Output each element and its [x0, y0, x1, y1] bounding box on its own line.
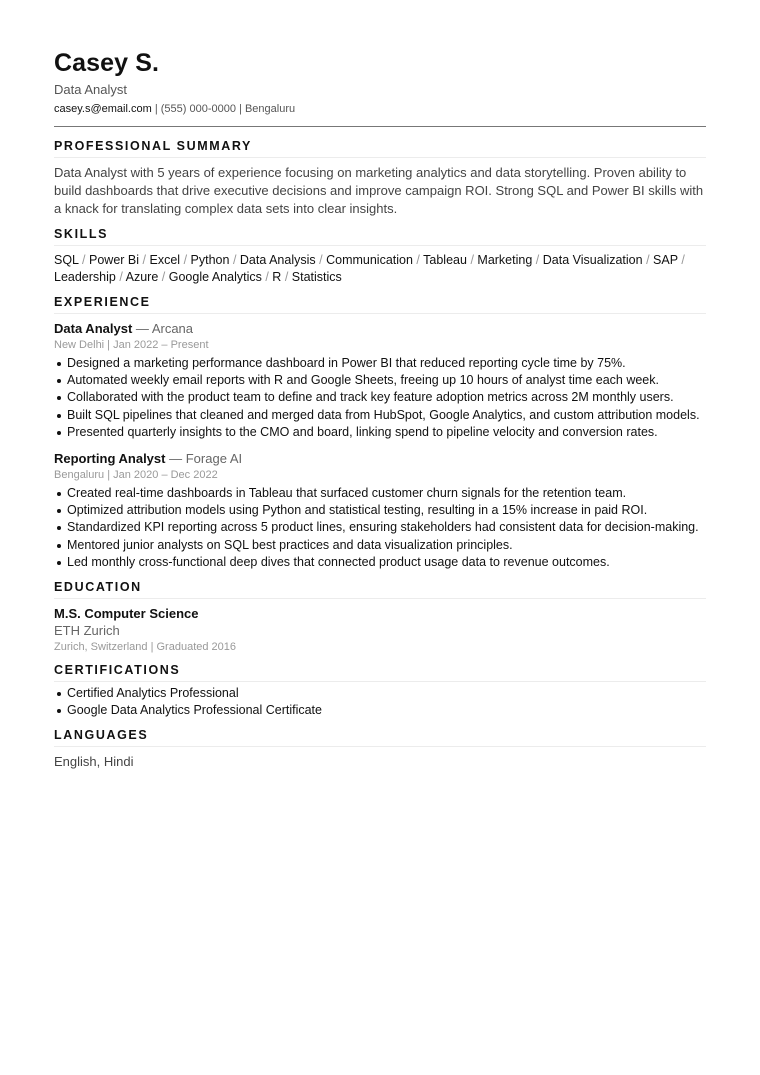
job-company: Forage AI [185, 451, 243, 467]
skill-item: Data Analysis [239, 253, 316, 267]
skill-item: Marketing [477, 253, 533, 267]
job-header [54, 450, 706, 467]
skill-item: Tableau [423, 253, 467, 267]
skill-item: Statistics [291, 270, 342, 284]
skill-separator: / [161, 270, 166, 284]
contact-location: Bengaluru [244, 103, 296, 115]
skill-separator: / [232, 253, 237, 267]
section-heading: EDUCATION [54, 580, 706, 599]
job-dash: — [169, 451, 183, 467]
education-section [54, 580, 706, 654]
contact-email[interactable]: casey.s@email.com [54, 103, 152, 115]
skill-separator: / [535, 253, 540, 267]
contact-line [54, 102, 706, 116]
degree: M.S. Computer Science [54, 606, 199, 622]
summary-text: Data Analyst with 5 years of experience focusing on marketing analytics and data storytelling. Proven ability to build dashboards that drive executive decisions and improve campaign ROI. Strong SQL and Power BI skills with a knack for translating complex data sets into clear insights. [54, 165, 704, 216]
list-item: Presented quarterly insights to the CMO and board, linking spend to pipeline velocity and conversion rates. [54, 424, 706, 441]
skill-separator: / [319, 253, 323, 267]
contact-phone: (555) 000-0000 [160, 103, 236, 115]
header-divider [54, 126, 706, 127]
list-item: Automated weekly email reports with R and Google Sheets, freeing up 10 hours of analyst time each week. [54, 372, 706, 389]
skill-item: Excel [149, 253, 181, 267]
list-item: Mentored junior analysts on SQL best practices and data visualization principles. [54, 537, 706, 554]
skill-item: Google Analytics [168, 270, 262, 284]
skill-separator: / [416, 253, 420, 267]
summary-section [54, 139, 706, 218]
skill-separator: / [470, 253, 474, 267]
job-header [54, 320, 706, 337]
job-bullets [54, 485, 706, 571]
contact-separator: | [151, 103, 161, 115]
skill-separator: / [681, 253, 685, 267]
job-entry [54, 320, 706, 441]
list-item: Collaborated with the product team to define and track key feature adoption metrics across 2M monthly users. [54, 389, 706, 406]
candidate-title: Data Analyst [54, 82, 127, 97]
skill-separator: / [646, 253, 650, 267]
job-meta: Bengaluru | Jan 2020 – Dec 2022 [54, 469, 218, 482]
job-dash: — [135, 321, 149, 336]
contact-separator: | [235, 103, 245, 115]
list-item: Optimized attribution models using Python and statistical testing, resulting in a 15% increase in paid ROI. [54, 502, 706, 519]
skill-item: Leadership [54, 270, 116, 284]
list-item: Created real-time dashboards in Tableau that surfaced customer churn signals for the retention team. [54, 485, 706, 502]
skills-list [54, 252, 706, 286]
section-heading: PROFESSIONAL SUMMARY [54, 139, 706, 158]
skill-separator: / [82, 253, 86, 267]
job-bullets [54, 355, 706, 441]
job-entry [54, 450, 706, 571]
job-company: Arcana [151, 321, 194, 336]
school: ETH Zurich [54, 623, 120, 639]
skill-item: Azure [125, 270, 159, 284]
skill-item: SQL [54, 253, 79, 267]
list-item: Google Data Analytics Professional Certificate [54, 702, 706, 719]
candidate-name: Casey S. [54, 49, 160, 77]
skill-separator: / [284, 270, 289, 284]
section-heading: LANGUAGES [54, 728, 706, 747]
certifications-list [54, 685, 706, 719]
skill-item: Communication [326, 253, 413, 267]
skill-item: Data Visualization [542, 253, 643, 267]
job-role: Reporting Analyst [54, 451, 166, 467]
list-item: Built SQL pipelines that cleaned and merged data from HubSpot, Google Analytics, and custom attribution models. [54, 407, 706, 424]
job-role: Data Analyst [54, 321, 133, 336]
skill-item: Power Bi [89, 253, 140, 267]
languages-text: English, Hindi [54, 754, 134, 770]
list-item: Led monthly cross-functional deep dives that connected product usage data to revenue outcomes. [54, 554, 706, 571]
section-heading: CERTIFICATIONS [54, 663, 706, 682]
job-meta: New Delhi | Jan 2022 – Present [54, 339, 209, 351]
list-item: Certified Analytics Professional [54, 685, 706, 702]
education-meta: Zurich, Switzerland | Graduated 2016 [54, 641, 237, 654]
section-heading: SKILLS [54, 227, 706, 246]
skill-separator: / [183, 253, 188, 267]
experience-section [54, 295, 706, 571]
skills-section [54, 227, 706, 286]
education-entry [54, 605, 706, 654]
skill-item: Python [190, 253, 230, 267]
skill-item: R [272, 270, 282, 284]
skill-separator: / [142, 253, 147, 267]
resume-header [54, 48, 706, 127]
list-item: Standardized KPI reporting across 5 product lines, ensuring stakeholders had consistent data for decision-making. [54, 519, 706, 536]
certifications-section [54, 663, 706, 719]
skill-separator: / [119, 270, 123, 284]
section-heading: EXPERIENCE [54, 295, 706, 314]
skill-item: SAP [653, 253, 678, 267]
list-item: Designed a marketing performance dashboard in Power BI that reduced reporting cycle time by 75%. [54, 355, 706, 372]
skill-separator: / [265, 270, 269, 284]
languages-section [54, 728, 706, 770]
